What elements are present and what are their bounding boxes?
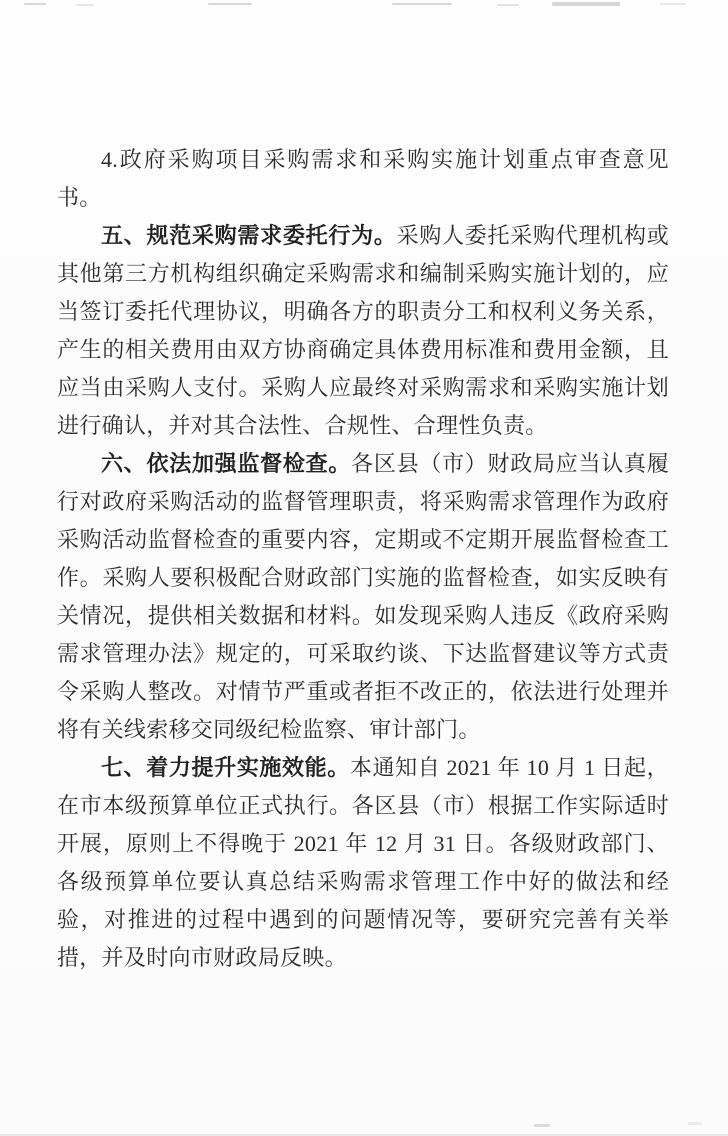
scan-smudge xyxy=(24,3,46,5)
paragraph-text: 各区县（市）财政局应当认真履行对政府采购活动的监督管理职责，将采购需求管理作为政府采购活动监督检查的重要内容，定期或不定期开展监督检查工作。采购人要积极配合财政部门实施的监督检查，如实反映有关情况，提供相关数据和材料。如发现采购人违反《政府采购需求管理办法》规定的，可采取约谈、下达监督建议等方式责令采购人整改。对情节严重或者拒不改正的，依法进行处理并将有关线索移交同级纪检监察、审计部门。 xyxy=(57,451,669,742)
paragraph xyxy=(57,141,669,217)
scan-smudge xyxy=(208,3,252,5)
scan-smudge xyxy=(552,2,620,6)
paragraph-heading: 五、规范采购需求委托行为。 xyxy=(101,223,397,248)
paragraph-text: 4.政府采购项目采购需求和采购实施计划重点审查意见书。 xyxy=(57,147,669,210)
scan-smudge xyxy=(497,4,519,6)
document-body-text xyxy=(57,141,669,977)
paragraph-text: 采购人委托采购代理机构或其他第三方机构组织确定采购需求和编制采购实施计划的，应当签订委托代理协议，明确各方的职责分工和权利义务关系，产生的相关费用由双方协商确定具体费用标准和费用金额，且应当由采购人支付。采购人应最终对采购需求和采购实施计划进行确认，并对其合法性、合规性、合理性负责。 xyxy=(57,223,669,438)
scan-smudge xyxy=(392,3,452,5)
paragraph xyxy=(57,749,669,977)
paragraph xyxy=(57,445,669,749)
scan-smudge xyxy=(660,3,686,5)
paragraph-heading: 七、着力提升实施效能。 xyxy=(101,755,350,780)
scan-smudge xyxy=(76,4,94,6)
scan-smudge xyxy=(688,1122,702,1125)
paragraph-text: 本通知自 2021 年 10 月 1 日起，在市本级预算单位正式执行。各区县（市）根据工作实际适时开展，原则上不得晚于 2021 年 12 月 31 日。各级财政部门、各级预算单位要认真总结采购需求管理工作中好的做法和经验，对推进的过程中遇到的问题情况等，要研究完善有关举措，并及时向市财政局反映。 xyxy=(57,755,669,970)
paragraph xyxy=(57,217,669,445)
paragraph-heading: 六、依法加强监督检查。 xyxy=(101,451,352,476)
scan-smudge xyxy=(534,1124,550,1127)
